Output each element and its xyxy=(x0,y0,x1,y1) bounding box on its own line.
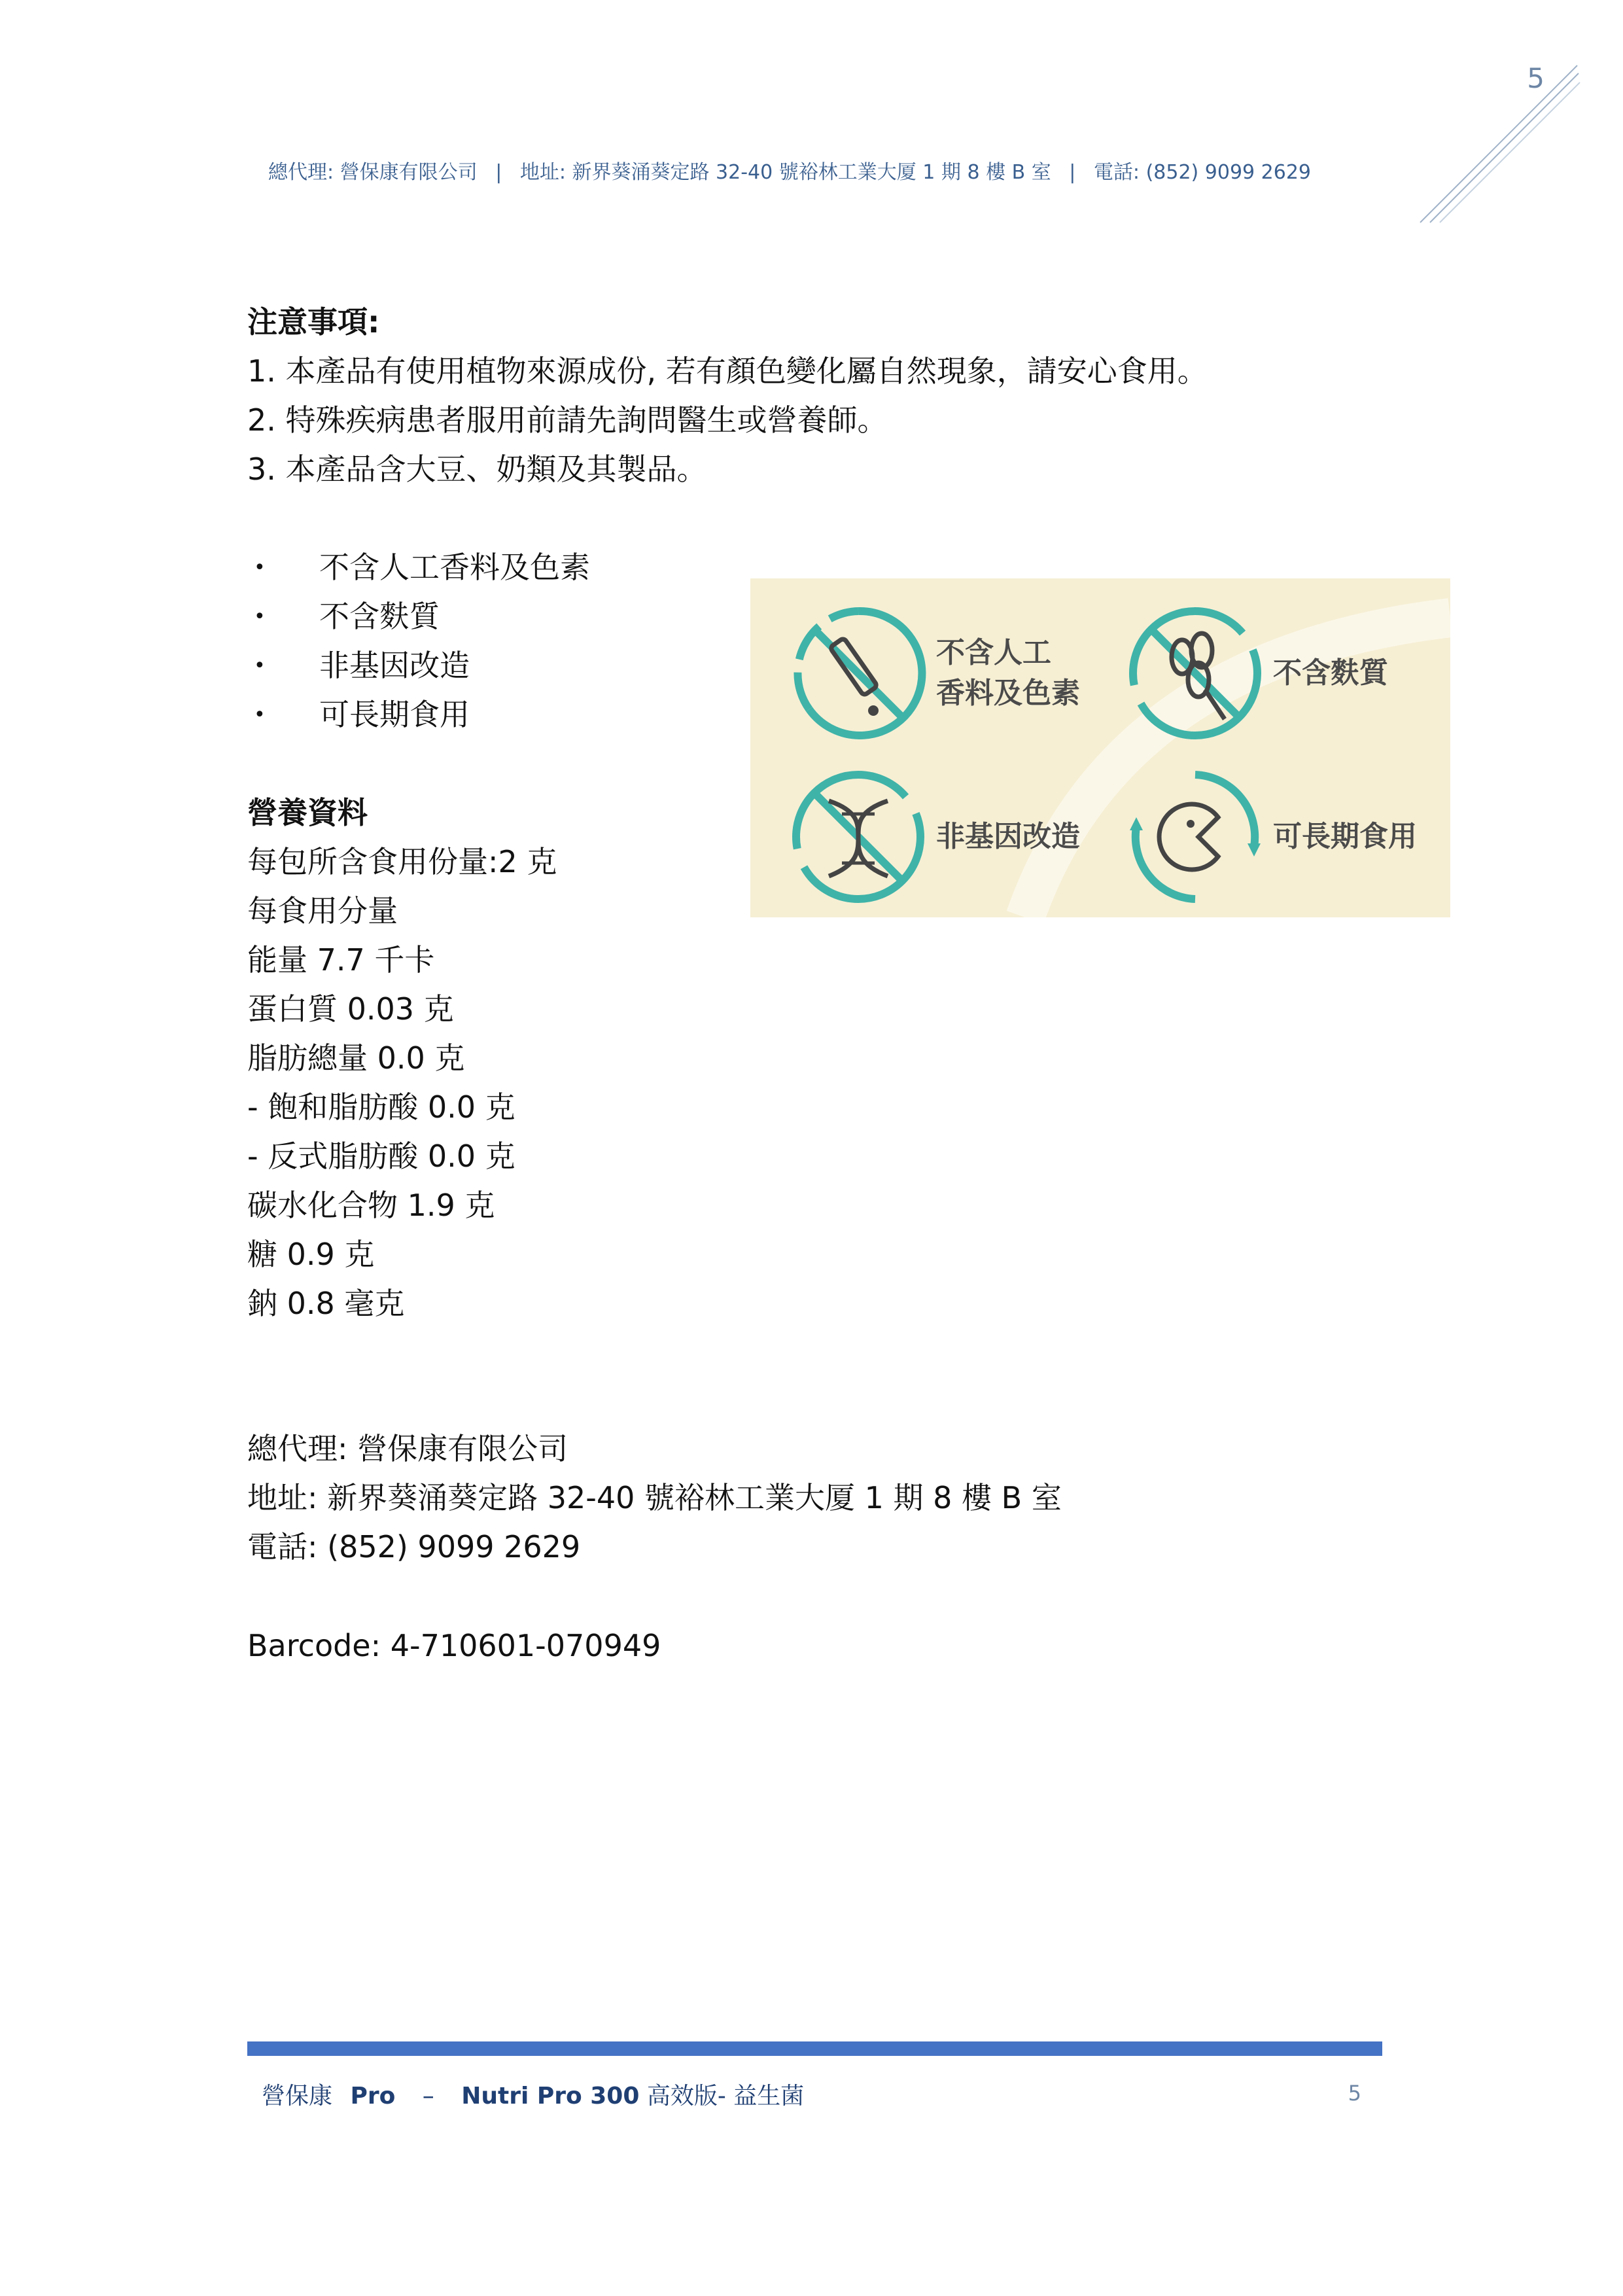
panel-item-long-term xyxy=(1126,768,1417,906)
bullet-icon: • xyxy=(254,654,266,677)
footer-product-en: Nutri Pro 300 xyxy=(461,2083,640,2110)
contact-phone: 電話: (852) 9099 2629 xyxy=(247,1529,581,1564)
footer-title xyxy=(262,2077,804,2111)
caution-item: 1. 本產品有使用植物來源成份, 若有顏色變化屬自然現象，請安心食用。 xyxy=(247,353,1208,389)
feature-icon-panel xyxy=(750,578,1450,917)
feature-list xyxy=(247,543,590,739)
header-agent: 總代理: 營保康有限公司 xyxy=(268,161,478,184)
panel-label-line: 香料及色素 xyxy=(936,677,1080,710)
nutrition-row: 蛋白質 0.03 克 xyxy=(247,991,454,1027)
dropper-icon xyxy=(790,605,927,742)
feature-item xyxy=(247,592,590,641)
header-phone: 電話: (852) 9099 2629 xyxy=(1093,161,1312,184)
contact-address: 地址: 新界葵涌葵定路 32-40 號裕林工業大厦 1 期 8 樓 B 室 xyxy=(247,1480,1062,1515)
header-contact-line xyxy=(268,156,1311,185)
caution-section xyxy=(247,298,1208,494)
feature-item xyxy=(247,690,590,739)
pacman-icon xyxy=(1126,768,1264,906)
header-separator: | xyxy=(495,161,502,184)
feature-item xyxy=(247,543,590,592)
panel-label xyxy=(936,633,1080,714)
panel-item-gluten-free xyxy=(1126,605,1388,742)
nutrition-section xyxy=(247,788,557,1328)
panel-item-non-gmo xyxy=(790,768,1080,906)
header-separator: | xyxy=(1069,161,1076,184)
panel-label-line: 不含麩質 xyxy=(1273,656,1388,690)
barcode-text: Barcode: 4-710601-070949 xyxy=(247,1628,661,1663)
bullet-icon: • xyxy=(254,605,266,628)
panel-label-line: 不含人工 xyxy=(936,636,1051,669)
feature-label: 不含麩質 xyxy=(319,599,440,634)
header-decorative-lines xyxy=(1414,59,1584,229)
feature-label: 可長期食用 xyxy=(319,697,470,732)
footer-page-number: 5 xyxy=(1348,2081,1361,2106)
contact-section xyxy=(247,1424,1062,1572)
nutrition-row: 糖 0.9 克 xyxy=(247,1237,375,1272)
footer-bar xyxy=(247,2041,1382,2056)
footer-product-zh: 高效版- 益生菌 xyxy=(646,2083,805,2110)
nutrition-row: 每包所含食用份量:2 克 xyxy=(247,844,557,879)
nutrition-row: 能量 7.7 千卡 xyxy=(247,942,435,978)
nutrition-row: 脂肪總量 0.0 克 xyxy=(247,1040,465,1076)
caution-title: 注意事項: xyxy=(247,304,380,340)
panel-item-no-artificial xyxy=(790,605,1080,742)
bullet-icon: • xyxy=(254,556,266,579)
caution-item: 2. 特殊疾病患者服用前請先詢問醫生或營養師。 xyxy=(247,402,888,438)
feature-label: 非基因改造 xyxy=(319,648,470,683)
nutrition-title: 營養資料 xyxy=(247,795,368,830)
footer-dash: – xyxy=(422,2083,434,2110)
wheat-icon xyxy=(1126,605,1264,742)
feature-item xyxy=(247,641,590,690)
dna-icon xyxy=(790,768,927,906)
header-address: 地址: 新界葵涌葵定路 32-40 號裕林工業大厦 1 期 8 樓 B 室 xyxy=(519,161,1051,184)
panel-label xyxy=(1273,817,1417,857)
footer-pro: Pro xyxy=(350,2083,396,2110)
bullet-icon: • xyxy=(254,703,266,726)
panel-label-line: 非基因改造 xyxy=(936,820,1080,853)
nutrition-row: 鈉 0.8 毫克 xyxy=(247,1286,405,1321)
panel-label-line: 可長期食用 xyxy=(1273,820,1417,853)
nutrition-row: - 反式脂肪酸 0.0 克 xyxy=(247,1139,515,1174)
header-page-number: 5 xyxy=(1527,62,1544,94)
feature-label: 不含人工香料及色素 xyxy=(319,550,590,585)
nutrition-row: - 飽和脂肪酸 0.0 克 xyxy=(247,1089,515,1125)
panel-label xyxy=(1273,653,1388,694)
caution-item: 3. 本產品含大豆、奶類及其製品。 xyxy=(247,451,707,487)
nutrition-row: 碳水化合物 1.9 克 xyxy=(247,1188,495,1223)
contact-agent: 總代理: 營保康有限公司 xyxy=(247,1431,568,1466)
nutrition-row: 每食用分量 xyxy=(247,893,398,928)
footer-brand: 營保康 xyxy=(262,2083,333,2110)
panel-label xyxy=(936,817,1080,857)
